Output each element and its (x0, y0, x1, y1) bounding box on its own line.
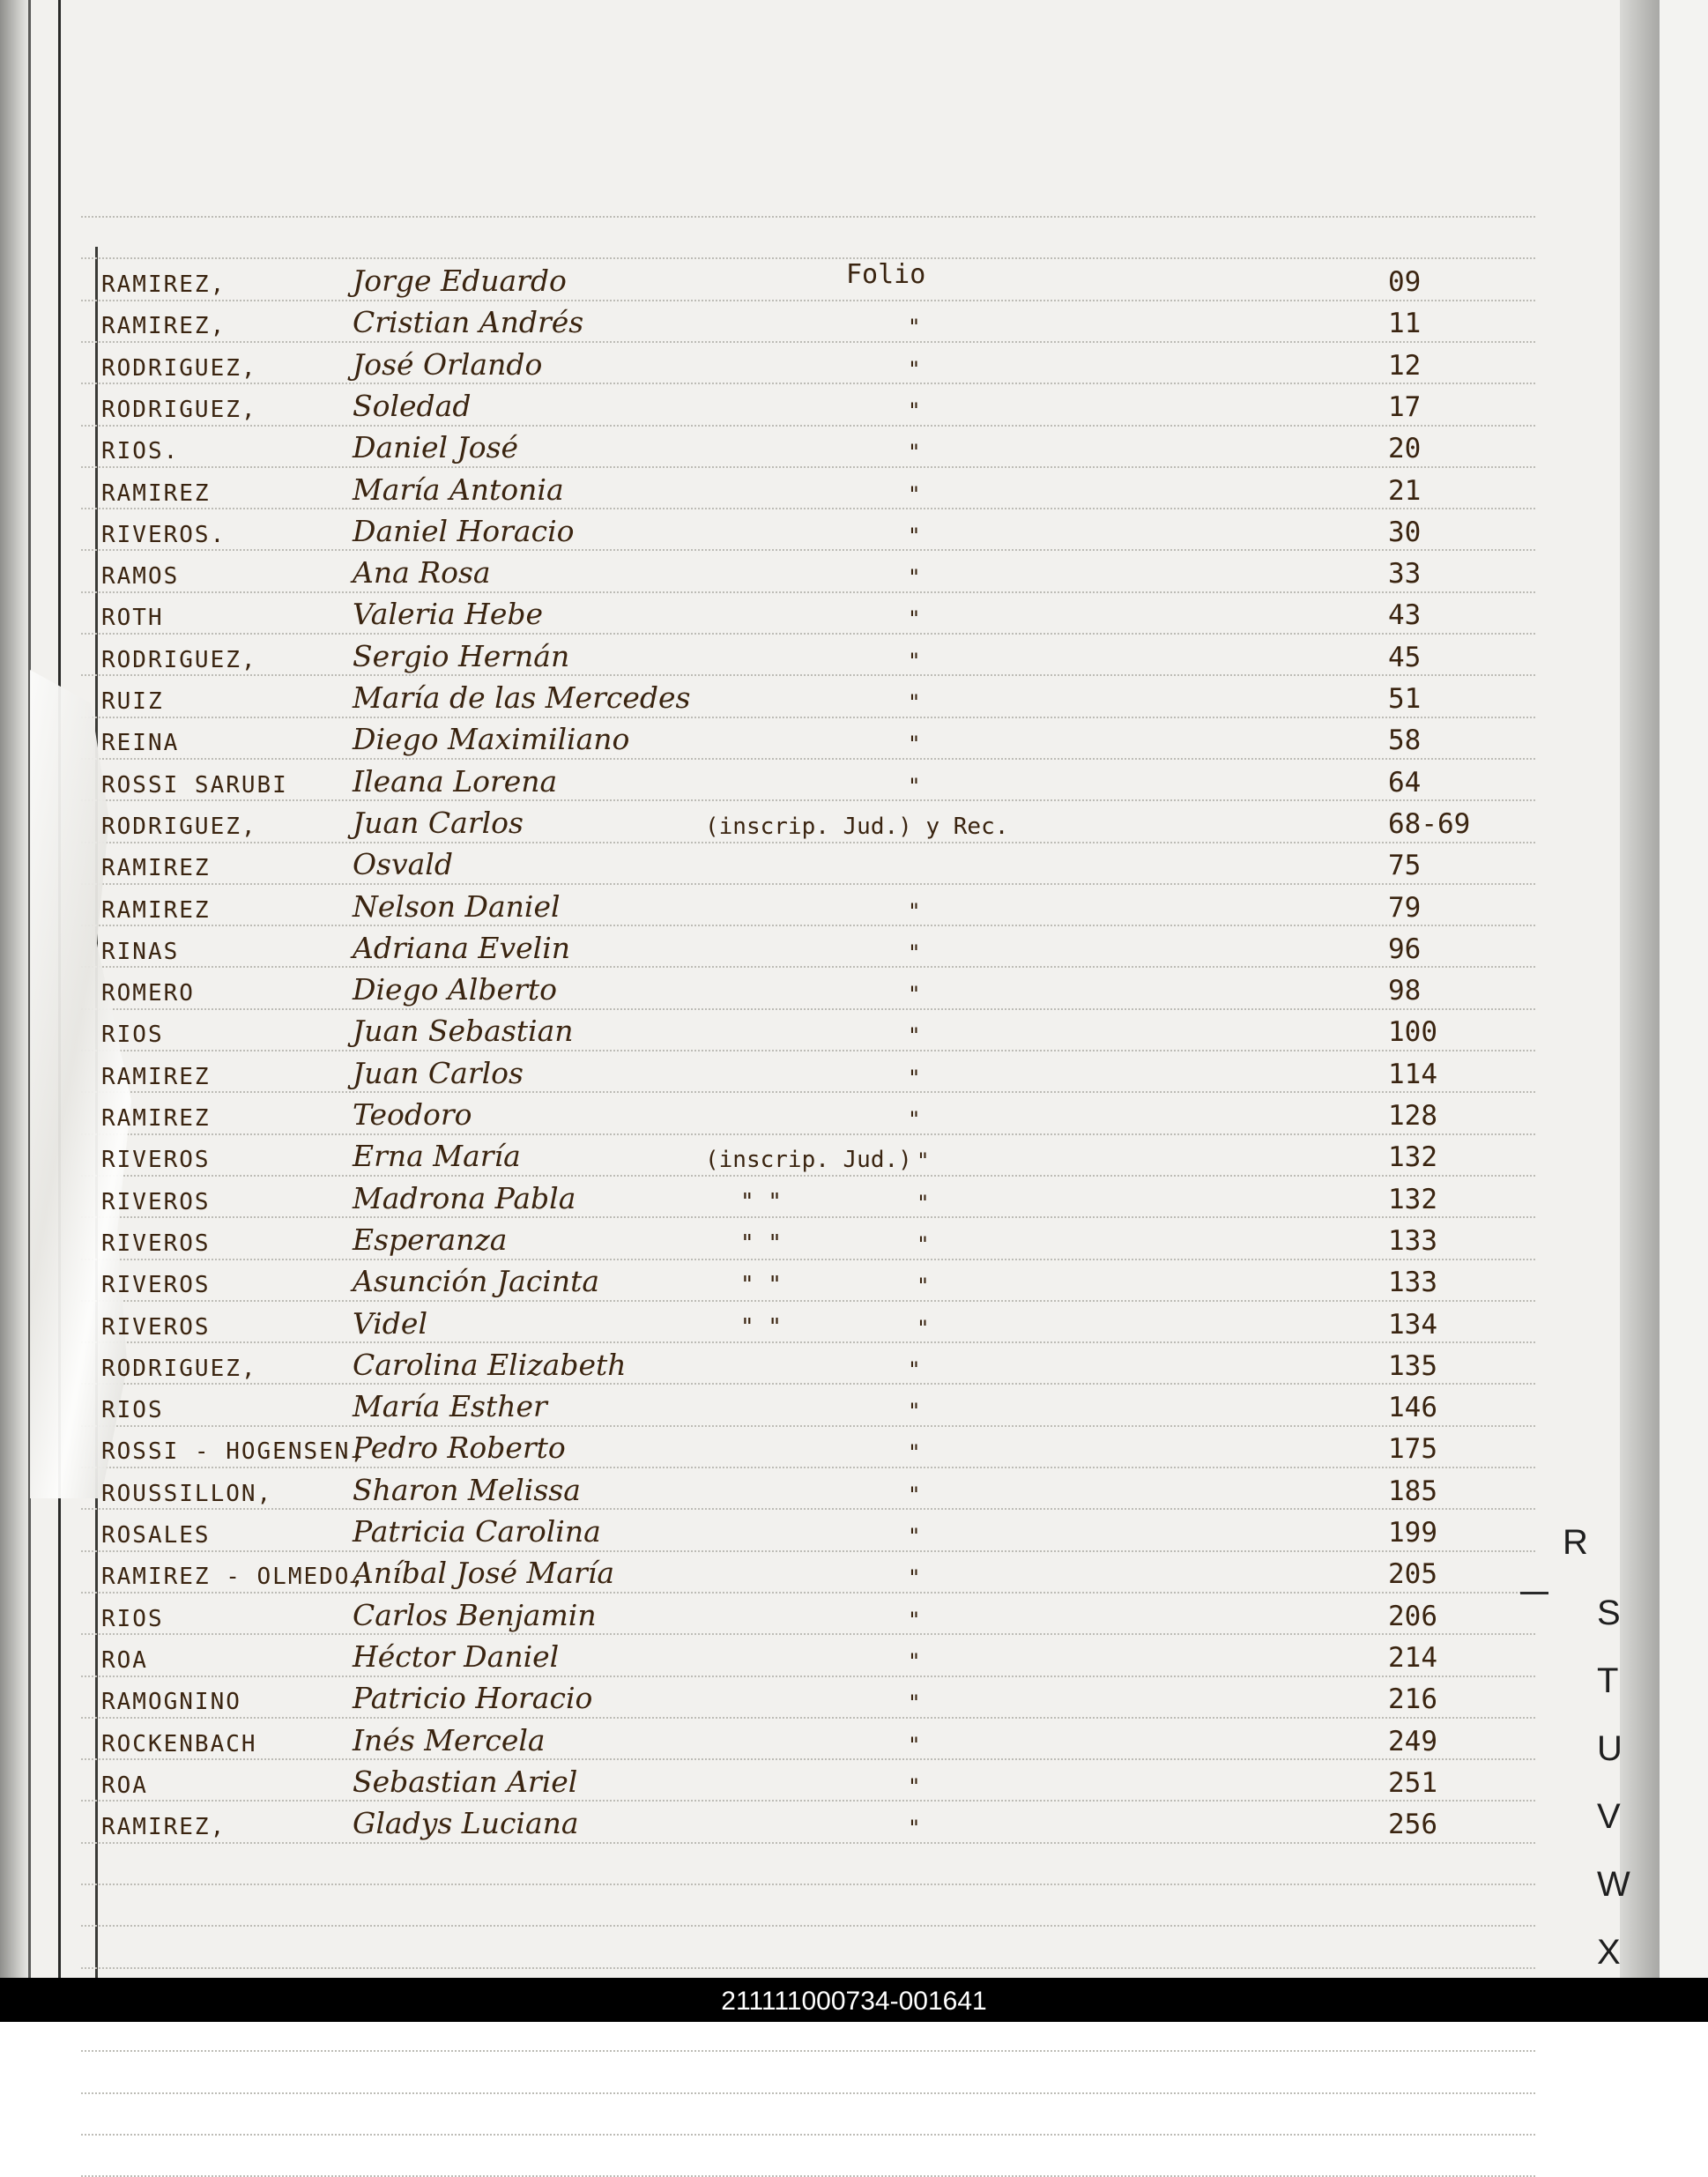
index-tab-s: S (1597, 1594, 1621, 1632)
entry-given-name: Patricia Carolina (353, 1514, 601, 1549)
entry-note: " " (740, 1272, 782, 1299)
entry-surname: ROTH (101, 605, 164, 632)
entry-given-name: Patricio Horacio (353, 1681, 593, 1716)
index-entry (0, 343, 1586, 385)
entry-given-name: Asunción Jacinta (353, 1264, 600, 1299)
entry-given-name: Sergio Hernán (353, 638, 570, 673)
entry-note: (inscrip. Jud.) y Rec. (705, 813, 1009, 840)
index-entry (0, 1594, 1586, 1636)
ruled-line (81, 1884, 1535, 1885)
entry-surname: REINA (101, 730, 180, 757)
entry-folio-number: 114 (1388, 1058, 1437, 1090)
entry-folio-number: 133 (1388, 1267, 1437, 1299)
index-entry (0, 1802, 1586, 1844)
entry-given-name: Inés Mercela (353, 1722, 546, 1757)
index-entry (0, 592, 1586, 635)
entry-folio-number: 100 (1388, 1016, 1437, 1049)
entry-ditto-mark: " (908, 1065, 921, 1090)
entry-folio-number: 249 (1388, 1725, 1437, 1757)
entry-folio-number: 20 (1388, 433, 1422, 465)
index-entry (0, 509, 1586, 552)
entry-ditto-mark: " (908, 1482, 921, 1507)
entry-ditto-mark: " (908, 523, 921, 548)
index-entry (0, 468, 1586, 510)
ruled-line (81, 216, 1535, 218)
entry-surname: RUIZ (101, 688, 164, 715)
ruled-line (81, 2050, 1535, 2052)
entry-folio-number: 134 (1388, 1308, 1437, 1341)
entry-folio-number: 11 (1388, 308, 1422, 340)
entry-surname: RAMOS (101, 563, 180, 591)
ruled-line (81, 1967, 1535, 1969)
entry-surname: RAMIREZ (101, 896, 211, 924)
index-entry (0, 1676, 1586, 1719)
entry-folio-number: 98 (1388, 975, 1422, 1007)
entry-surname: ROSSI - HOGENSEN, (101, 1438, 367, 1466)
entry-given-name: Ileana Lorena (353, 763, 558, 799)
entry-ditto-mark: " (908, 648, 921, 673)
entry-ditto-mark: " (908, 1648, 921, 1674)
index-tab-v: V (1597, 1797, 1621, 1836)
index-tab-x: X (1597, 1933, 1621, 1972)
entry-folio-number: 216 (1388, 1683, 1437, 1716)
entry-ditto-mark: " (917, 1274, 930, 1299)
entry-folio-number: 68-69 (1388, 807, 1471, 840)
entry-surname: RODRIGUEZ, (101, 354, 257, 382)
ruled-line (81, 2134, 1535, 2136)
index-entry (0, 968, 1586, 1010)
entry-surname: RIVEROS (101, 1313, 211, 1341)
entry-given-name: Madrona Pabla (353, 1180, 576, 1215)
entry-folio-number: 45 (1388, 641, 1422, 673)
entry-surname: RIVEROS. (101, 521, 226, 548)
entry-given-name: María Antonia (353, 472, 564, 507)
footer-bar (0, 1978, 1708, 2022)
index-tab-w: W (1597, 1865, 1630, 1904)
index-entry (0, 384, 1586, 427)
entry-given-name: Erna María (353, 1139, 521, 1174)
tab-tick-mark (1520, 1592, 1548, 1594)
entry-ditto-mark: " (908, 982, 921, 1007)
entry-given-name: Aníbal José María (353, 1556, 614, 1591)
entry-note: (inscrip. Jud.) (705, 1147, 912, 1174)
index-tab-r: R (1563, 1523, 1588, 1562)
index-entry (0, 426, 1586, 468)
index-entry (0, 1177, 1586, 1219)
entry-folio-number: 132 (1388, 1183, 1437, 1215)
entry-given-name: Teodoro (353, 1097, 472, 1132)
entry-folio-number: 75 (1388, 850, 1422, 882)
index-entry (0, 551, 1586, 593)
entry-ditto-mark: " (908, 1565, 921, 1591)
entry-surname: RIVEROS (101, 1147, 211, 1174)
entry-folio-number: 146 (1388, 1392, 1437, 1424)
entry-ditto-mark: " (908, 940, 921, 965)
entry-given-name: Carolina Elizabeth (353, 1347, 627, 1382)
index-entry (0, 1218, 1586, 1260)
entry-ditto-mark: " (917, 1190, 930, 1215)
entry-folio-number: 33 (1388, 558, 1422, 591)
index-entry (0, 1259, 1586, 1302)
entry-given-name: María de las Mercedes (353, 680, 691, 715)
entry-ditto-mark: " (908, 440, 921, 465)
entry-note: " " (740, 1230, 782, 1257)
entry-surname: RIVEROS (101, 1230, 211, 1257)
entry-surname: RAMIREZ, (101, 271, 226, 298)
entry-given-name: Daniel Horacio (353, 513, 575, 548)
entry-ditto-mark: " (908, 315, 921, 340)
entry-surname: RAMIREZ (101, 1063, 211, 1090)
index-entry (0, 1468, 1586, 1511)
index-entry (0, 885, 1586, 927)
entry-ditto-mark: " (917, 1231, 930, 1257)
entry-surname: RIOS (101, 1397, 164, 1424)
entry-surname: RAMIREZ, (101, 313, 226, 340)
entry-given-name: Juan Sebastian (353, 1014, 574, 1049)
entry-ditto-mark: " (908, 1732, 921, 1757)
entry-ditto-mark: " (908, 606, 921, 632)
entry-given-name: Ana Rosa (353, 555, 491, 591)
index-entry (0, 1009, 1586, 1051)
entry-ditto-mark: " (908, 1440, 921, 1466)
entry-given-name: Héctor Daniel (353, 1638, 560, 1674)
entry-folio-number: 58 (1388, 724, 1422, 757)
entry-ditto-mark: " (908, 690, 921, 715)
entry-folio-number: 256 (1388, 1809, 1437, 1841)
entry-folio-number: 133 (1388, 1224, 1437, 1257)
index-entry (0, 1302, 1586, 1344)
entry-surname: RODRIGUEZ, (101, 813, 257, 840)
entry-ditto-mark: " (917, 1315, 930, 1341)
entry-surname: ROA (101, 1772, 148, 1799)
index-entry (0, 1426, 1586, 1468)
entry-given-name: Pedro Roberto (353, 1430, 566, 1466)
entry-given-name: Adriana Evelin (353, 930, 571, 965)
entry-ditto-mark: " (908, 1607, 921, 1632)
entry-folio-number: 43 (1388, 599, 1422, 632)
entry-given-name: Diego Maximiliano (353, 722, 630, 757)
index-entry (0, 926, 1586, 969)
entry-surname: RAMIREZ (101, 1105, 211, 1132)
entry-ditto-mark: " (908, 1356, 921, 1382)
entry-surname: RAMOGNINO (101, 1689, 241, 1716)
index-entry (0, 635, 1586, 677)
entry-given-name: Cristian Andrés (353, 305, 584, 340)
document-code: 211111000734-001641 (721, 1987, 987, 2016)
entry-folio-number: 132 (1388, 1141, 1437, 1174)
entry-folio-number: 199 (1388, 1517, 1437, 1549)
index-entry (0, 259, 1586, 301)
entry-folio-number: 09 (1388, 266, 1422, 298)
entry-folio-number: 21 (1388, 474, 1422, 507)
entry-folio-number: 175 (1388, 1433, 1437, 1466)
page-right-shadow (1620, 0, 1660, 1978)
entry-given-name: Juan Carlos (353, 1055, 524, 1090)
entry-given-name: Soledad (353, 388, 472, 423)
entry-surname: ROCKENBACH (101, 1730, 257, 1757)
entry-surname: ROMERO (101, 980, 195, 1007)
index-tab-u: U (1597, 1729, 1623, 1768)
entry-note: " " (740, 1313, 782, 1341)
entry-given-name: Sebastian Ariel (353, 1764, 578, 1799)
entry-given-name: Daniel José (353, 430, 519, 465)
entry-surname: ROA (101, 1646, 148, 1674)
index-entry (0, 801, 1586, 843)
entry-given-name: Carlos Benjamin (353, 1597, 597, 1632)
entry-surname: RAMIREZ, (101, 1814, 226, 1841)
entry-folio-number: 135 (1388, 1349, 1437, 1382)
entry-surname: RIOS (101, 1022, 164, 1049)
ruled-line (81, 1925, 1535, 1927)
entry-surname: RIVEROS (101, 1272, 211, 1299)
index-entry (0, 1510, 1586, 1552)
index-entry (0, 1760, 1586, 1802)
entry-given-name: Gladys Luciana (353, 1806, 579, 1841)
entry-ditto-mark: " (908, 1690, 921, 1716)
index-entry (0, 1134, 1586, 1177)
ruled-line (81, 2092, 1535, 2094)
entry-surname: RAMIREZ - OLMEDO, (101, 1564, 367, 1591)
entry-ditto-mark: " (908, 356, 921, 382)
entry-surname: RIOS (101, 1605, 164, 1632)
entry-folio-number: 205 (1388, 1558, 1437, 1591)
entry-surname: ROUSSILLON, (101, 1480, 273, 1507)
entry-folio-number: 206 (1388, 1600, 1437, 1632)
index-entry (0, 1093, 1586, 1135)
entry-given-name: Diego Alberto (353, 972, 557, 1007)
entry-surname: RODRIGUEZ, (101, 646, 257, 673)
entry-surname: ROSALES (101, 1522, 211, 1549)
entry-surname: RINAS (101, 938, 180, 965)
entry-given-name: Valeria Hebe (353, 597, 544, 632)
entry-ditto-mark: " (908, 398, 921, 423)
entry-folio-number: 128 (1388, 1100, 1437, 1132)
entry-ditto-mark: " (908, 565, 921, 591)
entry-folio-number: 17 (1388, 390, 1422, 423)
index-tab-strip (1660, 0, 1708, 1978)
entry-given-name: Videl (353, 1305, 428, 1341)
index-entry (0, 1385, 1586, 1427)
entry-folio-number: 214 (1388, 1641, 1437, 1674)
index-entry (0, 1635, 1586, 1677)
entry-ditto-mark: " (908, 732, 921, 757)
entry-folio-number: 51 (1388, 683, 1422, 715)
index-entry (0, 676, 1586, 718)
entry-ditto-mark: " (908, 1023, 921, 1049)
entry-given-name: Esperanza (353, 1222, 508, 1257)
entry-folio-number: 12 (1388, 349, 1422, 382)
entry-folio-number: 185 (1388, 1475, 1437, 1507)
entry-surname: RAMIREZ (101, 855, 211, 882)
entry-ditto-mark: " (908, 1524, 921, 1549)
entry-surname: RAMIREZ (101, 479, 211, 507)
entry-ditto-mark: " (908, 481, 921, 507)
entry-given-name: José Orlando (353, 346, 543, 382)
index-entry (0, 301, 1586, 343)
entry-given-name: Nelson Daniel (353, 888, 561, 924)
entry-given-name: Sharon Melissa (353, 1472, 581, 1507)
index-entry (0, 717, 1586, 760)
entry-given-name: Juan Carlos (353, 805, 524, 840)
entry-ditto-mark: " (917, 1148, 930, 1174)
entry-given-name: Osvald (353, 847, 453, 882)
entry-ditto-mark: " (908, 1773, 921, 1799)
entry-surname: ROSSI SARUBI (101, 771, 288, 799)
index-entry (0, 1051, 1586, 1094)
entry-ditto-mark: " (908, 898, 921, 924)
index-entry (0, 760, 1586, 802)
index-entry (0, 843, 1586, 885)
index-entry (0, 1719, 1586, 1761)
entry-folio-number: 96 (1388, 932, 1422, 965)
entry-folio-number: 251 (1388, 1766, 1437, 1799)
index-entry (0, 1343, 1586, 1386)
entry-surname: RIVEROS (101, 1188, 211, 1215)
entry-ditto-mark: " (908, 1399, 921, 1424)
entry-surname: RODRIGUEZ, (101, 396, 257, 423)
entry-surname: RODRIGUEZ, (101, 1355, 257, 1382)
entry-given-name: Jorge Eduardo (353, 264, 567, 298)
folio-header: Folio (846, 259, 926, 290)
index-entry (0, 1551, 1586, 1594)
entry-surname: RIOS. (101, 438, 180, 465)
entry-folio-number: 64 (1388, 766, 1422, 799)
entry-ditto-mark: " (908, 1107, 921, 1132)
entry-given-name: María Esther (353, 1389, 547, 1424)
entry-folio-number: 30 (1388, 516, 1422, 548)
entry-ditto-mark: " (908, 773, 921, 799)
index-tab-t: T (1597, 1661, 1619, 1700)
entry-note: " " (740, 1188, 782, 1215)
entry-ditto-mark: " (908, 1816, 921, 1841)
entry-folio-number: 79 (1388, 891, 1422, 924)
